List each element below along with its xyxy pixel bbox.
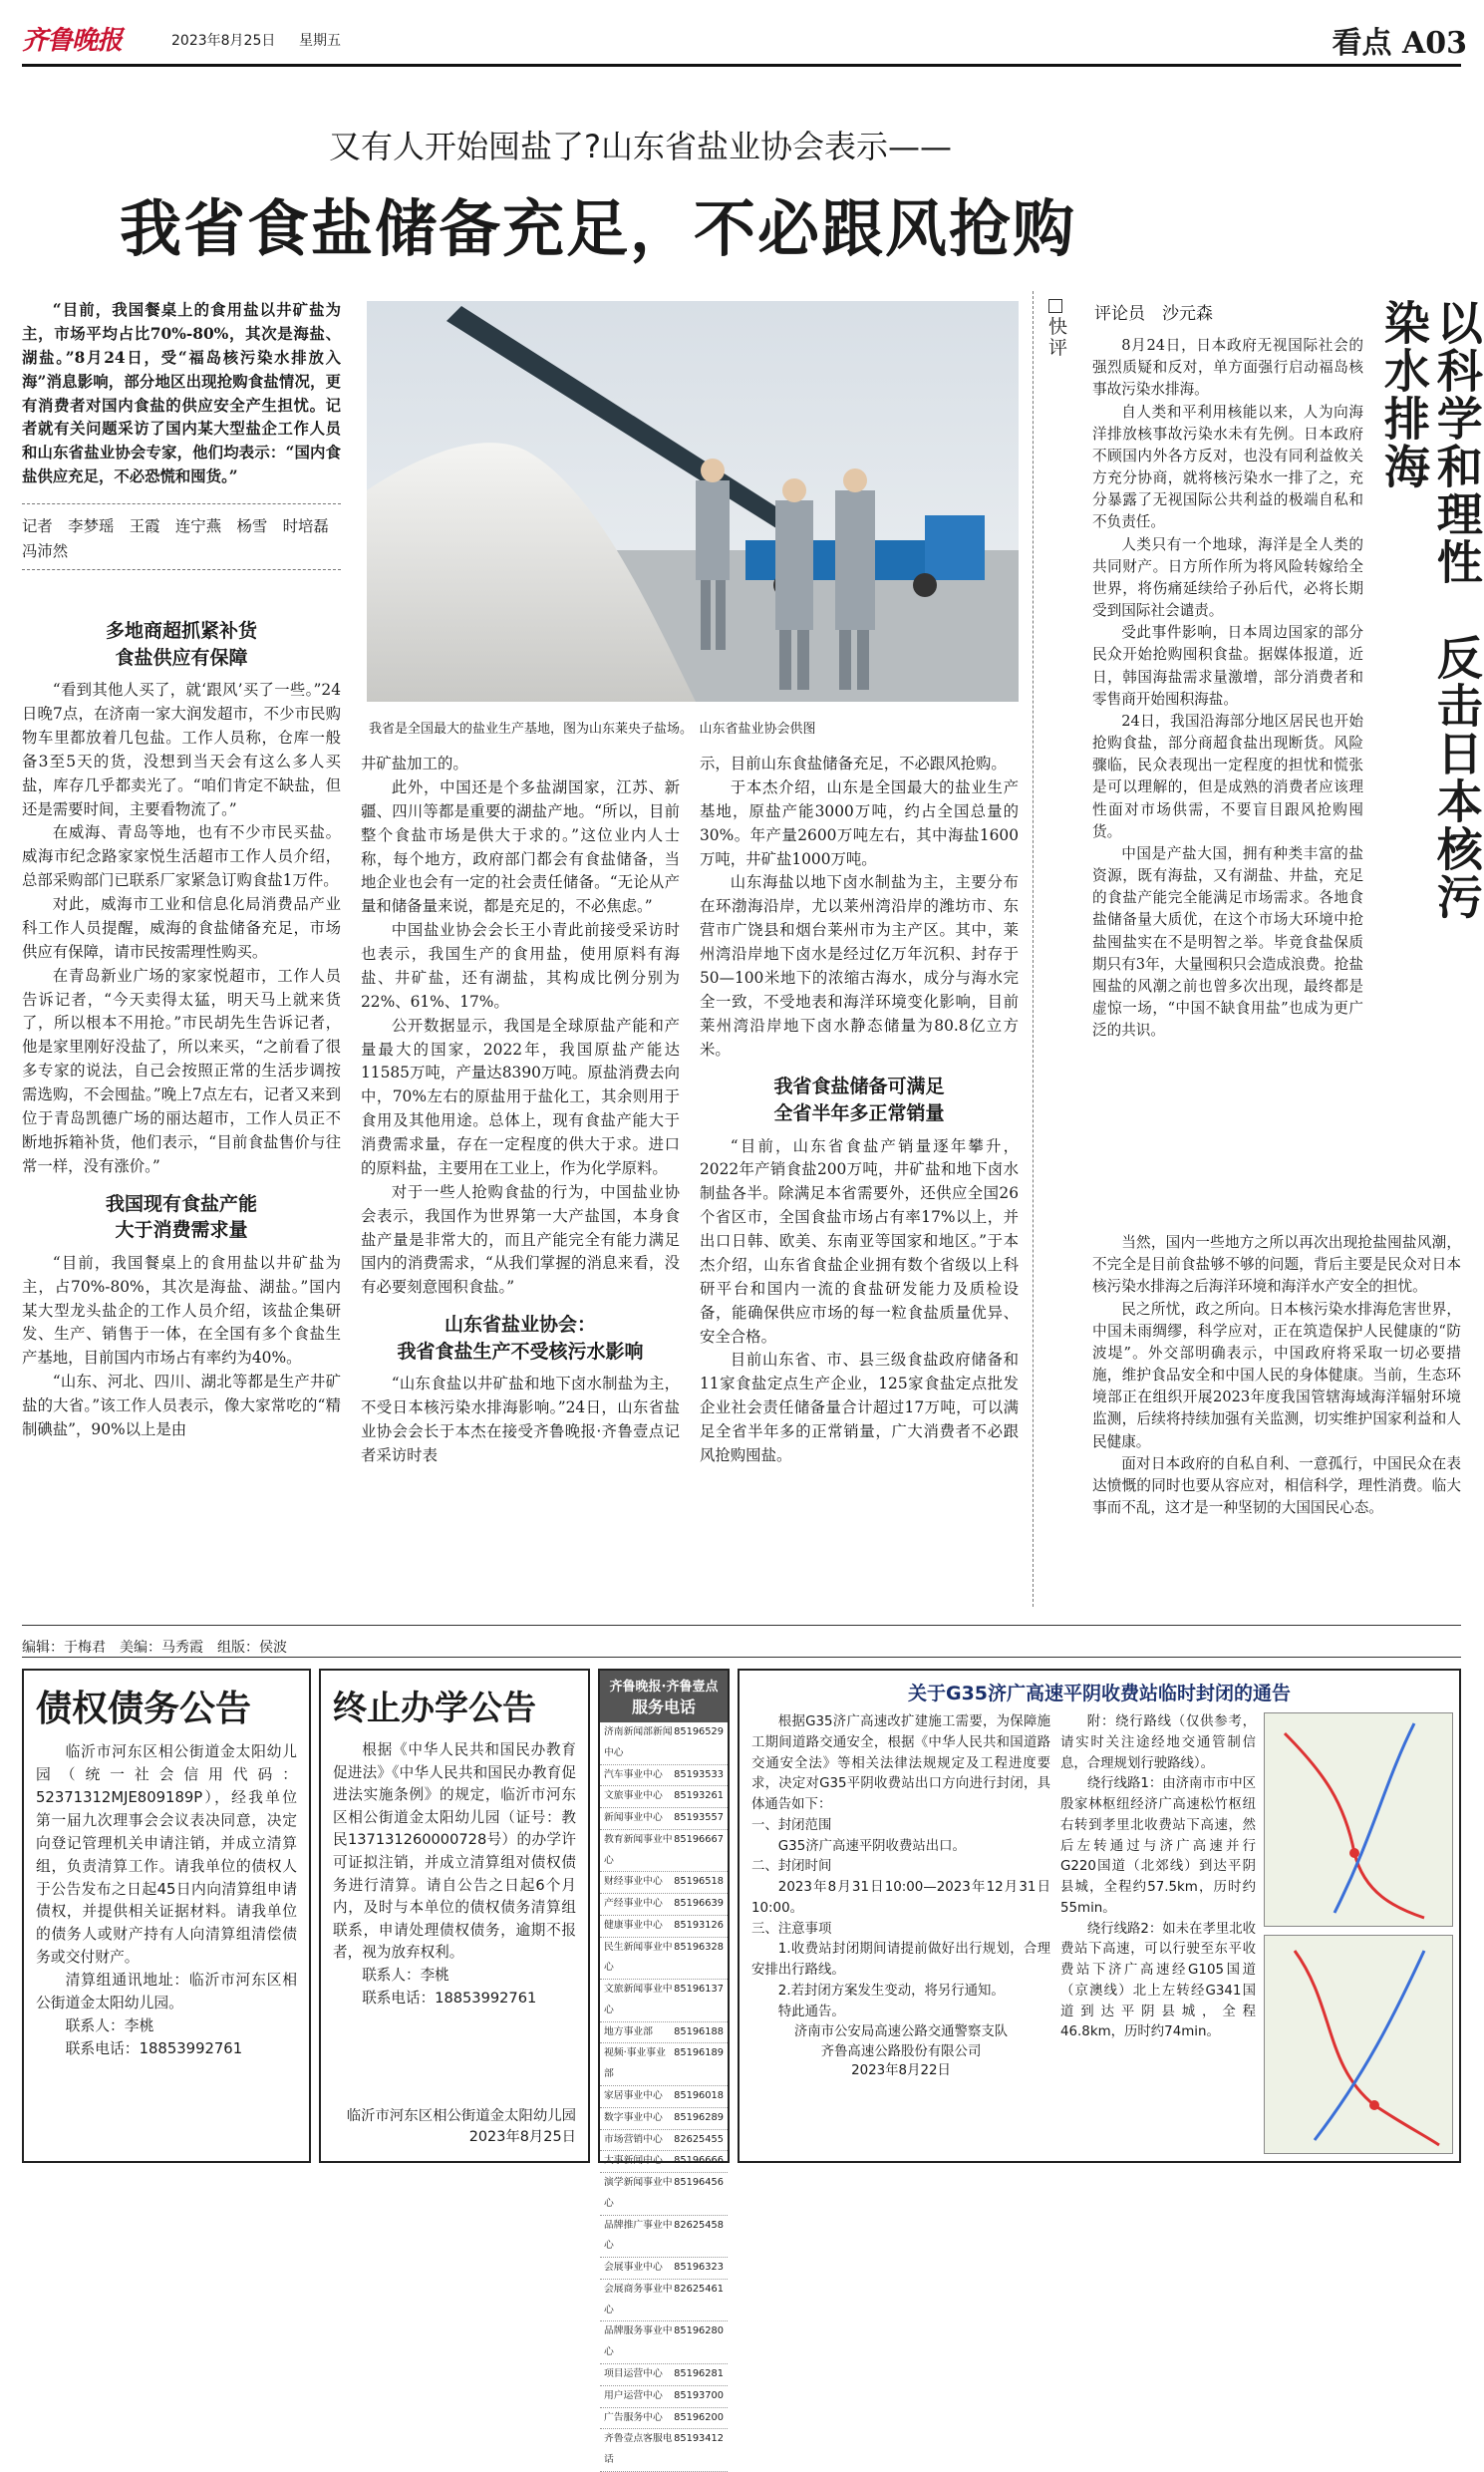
directory-dept: 家居事业中心: [604, 2090, 663, 2102]
directory-phone: 85196328: [674, 1941, 724, 1953]
lead-paragraph: “目前，我国餐桌上的食用盐以井矿盐为主，市场平均占比70%-80%，其次是海盐、湖盐。”8月24日，受“福岛核污染水排放入海”消息影响，部分地区出现抢购食盐情况，更有消费者对国内食盐的供应安全产生担忧。记者就有关问题采访了国内某大型盐企工作人员和山东省盐业协会专家，他们均表示：“国内食盐供应充足，不必恐慌和囤货。”: [22, 301, 341, 486]
divider: [22, 569, 341, 570]
issue-date: 2023年8月25日: [171, 33, 276, 49]
directory-phone: 85196188: [674, 2025, 724, 2037]
notice-signature: 济南市公安局高速公路交通警察支队 齐鲁高速公路股份有限公司 2023年8月22日: [793, 2024, 1009, 2079]
notice-title: 关于G35济广高速平阴收费站临时封闭的通告: [907, 1683, 1292, 1704]
article-column-2: [361, 753, 680, 1468]
commentary-marker-icon: [1048, 299, 1062, 313]
paragraph: 示，目前山东食盐储备充足，不必跟风抢购。: [700, 755, 1007, 772]
paragraph: “山东、河北、四川、湖北等都是生产井矿盐的大省。”该工作人员表示，像大家常吃的“精制碘盐”，90%以上是由: [22, 1373, 341, 1438]
paragraph: 在青岛新业广场的家家悦超市，工作人员告诉记者，“今天卖得太猛，明天马上就来货了，所以根本不用抢。”市民胡先生告诉记者，他是家里刚好没盐了，所以来买，“之前看了很多专家的说法，自己会按照正常的生活步调按需选购，不会囤盐。”晚上7点左右，记者又来到位于青岛凯德广场的丽达超市，工作人员正不断地拆箱补货，他们表示，“目前食盐售价与往常一样，没有涨价。”: [22, 966, 341, 1175]
paragraph: 在威海、青岛等地，也有不少市民买盐。威海市纪念路家家悦生活超市工作人员介绍，总部采购部门已联系厂家紧急订购食盐1万件。: [22, 823, 341, 890]
directory-list: [600, 1722, 728, 2472]
directory-phone: 85196289: [674, 2111, 724, 2123]
commentary-title: 以科学和理性 反击日本核污染水排海: [1376, 299, 1484, 921]
commentary-column-a: [1092, 335, 1363, 1043]
subheading: 我国现有食盐产能 大于消费需求量: [105, 1192, 257, 1242]
column-divider: [1033, 291, 1034, 1607]
paragraph: 面对日本政府的自私自利、一意孤行，中国民众在表达愤慨的同时也要从容应对，相信科学，理性消费。临大事而不乱，这才是一种坚韧的大国国民心态。: [1092, 1454, 1461, 1517]
kicker: 又有人开始囤盐了?山东省盐业协会表示——: [329, 128, 952, 165]
paragraph: 对此，威海市工业和信息化局消费品产业科工作人员提醒，威海的食盐储备充足，市场供应有保障，请市民按需理性购买。: [22, 895, 341, 961]
directory-phone: 85193412: [674, 2433, 724, 2445]
commentary-column-b: [1092, 1232, 1461, 1519]
paragraph: 对于一些人抢购食盐的行为，中国盐业协会表示，我国作为世界第一大产盐国，本身食盐产量是非常大的，而且产能完全有能力满足国内的消费需求，“从我们掌握的消息来看，没有必要刻意囤积食盐。”: [361, 1182, 680, 1297]
directory-phone: 85196518: [674, 1876, 724, 1888]
debt-notice-ad: [22, 1669, 311, 2163]
directory-dept: 济南新闻部新闻中心: [604, 1726, 673, 1758]
paragraph: 山东海盐以地下卤水制盐为主，主要分布在环渤海沿岸，尤以莱州湾沿岸的潍坊市、东营市广饶县和烟台莱州市为主产区。其中，莱州湾沿岸地下卤水是经过亿万年沉积、封存于50—100米地下的浓缩古海水，成分与海水完全一致，不受地表和海洋环境变化影响，目前莱州湾沿岸地下卤水静态储量为80.8亿立方米。: [700, 873, 1019, 1059]
directory-dept: 地方事业部: [604, 2025, 653, 2037]
photo-caption: 我省是全国最大的盐业生产基地，图为山东莱央子盐场。 山东省盐业协会供图: [369, 722, 816, 737]
paragraph: 此外，中国还是个多盐湖国家，江苏、新疆、四川等都是重要的湖盐产地。“所以，目前整个食盐市场是供大于求的。”这位业内人士称，每个地方，政府部门都会有食盐储备，当地企业也会有一定的社会责任储备。“无论从产量和储备量来说，都是充足的，不必焦虑。”: [361, 777, 680, 916]
directory-row: [600, 2043, 728, 2086]
directory-phone: 82625455: [674, 2133, 724, 2145]
article-column-1: [22, 606, 341, 1442]
directory-row: [600, 1980, 728, 2022]
photo-illustration: [367, 301, 1019, 702]
directory-row: [600, 2258, 728, 2280]
lead-block: [22, 299, 345, 570]
directory-dept: 汽车事业中心: [604, 1768, 663, 1780]
directory-dept: 齐鲁壹点客服电话: [604, 2433, 673, 2466]
directory-phone: 82625458: [674, 2219, 724, 2231]
directory-phone: 85193126: [674, 1919, 724, 1931]
directory-dept: 视频·事业事业部: [604, 2047, 666, 2080]
footer-rule: [22, 1657, 1461, 1658]
directory-phone: 85196281: [674, 2367, 724, 2379]
headline: 我省食盐储备充足，不必跟风抢购: [120, 192, 1077, 265]
directory-dept: 品牌推广事业中心: [604, 2219, 673, 2252]
directory-phone: 85196018: [674, 2090, 724, 2102]
subheading: 我省食盐储备可满足 全省半年多正常销量: [773, 1076, 945, 1124]
directory-row: [600, 1894, 728, 1916]
directory-dept: 会展事业中心: [604, 2262, 663, 2274]
directory-dept: 大事新闻中心: [604, 2155, 663, 2167]
directory-dept: 新闻事业中心: [604, 1812, 663, 1824]
directory-dept: 品牌服务事业中心: [604, 2325, 673, 2358]
commentary-tag: 快评: [1048, 316, 1068, 359]
directory-row: [600, 2022, 728, 2044]
directory-row: [600, 1786, 728, 1808]
directory-phone: 85196200: [674, 2411, 724, 2423]
route-map-1: [1265, 1713, 1452, 1926]
paragraph: 民之所忧，政之所向。日本核污染水排海危害世界，中国未雨绸缪，科学应对，正在筑造保护人民健康的“防波堤”。外交部明确表示，中国政府将采取一切必要措施，维护食品安全和中国人民的身体健康。当前，生态环境部正在组织开展2023年度我国管辖海域海洋辐射环境监测，后续将持续加强有关监测，切实维护国家利益和人民健康。: [1092, 1300, 1461, 1450]
highway-closure-notice: [738, 1669, 1461, 2163]
article-column-3: [700, 753, 1019, 1468]
directory-phone: 85196323: [674, 2262, 724, 2274]
directory-row: [600, 2108, 728, 2130]
footer-rule: [22, 1625, 1461, 1626]
commentator-byline: 评论员 沙元森: [1094, 304, 1213, 324]
ad-title: 债权债务公告: [36, 1688, 252, 1729]
directory-row: [600, 2429, 728, 2472]
directory-phone: 85196280: [674, 2325, 724, 2337]
paragraph: “目前，我国餐桌上的食用盐以井矿盐为主，占70%-80%，其次是海盐、湖盐。”国内某大型龙头盐企的工作人员介绍，该盐企集研发、生产、销售于一体，在全国有多个食盐生产基地，目前国内市场占有率约为40%。: [22, 1253, 341, 1368]
paragraph: 8月24日，日本政府无视国际社会的强烈质疑和反对，单方面强行启动福岛核事故污染水排海。: [1092, 337, 1363, 399]
directory-row: [600, 1830, 728, 1873]
directory-phone: 85196667: [674, 1833, 724, 1845]
directory-row: [600, 1916, 728, 1938]
paragraph: 于本杰介绍，山东是全国最大的盐业生产基地，原盐产能3000万吨，约占全国总量的30%。年产量2600万吨左右，其中海盐1600万吨，井矿盐1000万吨。: [700, 777, 1019, 868]
directory-dept: 演学新闻事业中心: [604, 2177, 673, 2209]
directory-dept: 产经事业中心: [604, 1898, 663, 1910]
header-rule: [22, 64, 1461, 67]
paragraph: 井矿盐加工的。: [361, 755, 468, 772]
directory-row: [600, 1808, 728, 1830]
directory-header: 齐鲁晚报·齐鲁壹点 服务电话: [600, 1671, 728, 1722]
directory-phone: 85193261: [674, 1790, 724, 1802]
directory-dept: 市场营销中心: [604, 2133, 663, 2145]
reporter-byline: 记者 李梦瑶 王霞 连宁燕 杨雪 时培磊 冯沛然: [22, 517, 345, 560]
directory-dept: 教育新闻事业中心: [604, 1833, 673, 1866]
directory-row: [600, 2364, 728, 2386]
directory-phone: 85193700: [674, 2389, 724, 2401]
directory-dept: 健康事业中心: [604, 1919, 663, 1931]
paragraph: 公开数据显示，我国是全球原盐产能和产量最大的国家，2022年，我国原盐产能达11585万吨，产量达8390万吨。原盐消费去向中，70%左右的原盐用于盐化工，其余则用于食用及其他用途。总体上，现有食盐产能大于消费需求量，存在一定程度的供大于求。进口的原料盐，主要用在工业上，作为化学原料。: [361, 1016, 680, 1177]
ad-signature: 临沂市河东区相公街道金太阳幼儿园 2023年8月25日: [346, 2107, 576, 2146]
editor-credits: 编辑：于梅君 美编：马秀霞 组版：侯波: [22, 1640, 287, 1656]
subheading: 山东省盐业协会： 我省食盐生产不受核污水影响: [397, 1314, 644, 1363]
directory-phone: 85196529: [674, 1726, 724, 1737]
directory-dept: 财经事业中心: [604, 1876, 663, 1888]
detour-map-2: [1264, 1935, 1453, 2154]
directory-row: [600, 1872, 728, 1894]
directory-row: [600, 2086, 728, 2108]
directory-row: [600, 1938, 728, 1981]
salt-field-photo: [367, 301, 1019, 702]
school-closure-ad: [319, 1669, 590, 2163]
directory-phone: 85196639: [674, 1898, 724, 1910]
directory-phone: 85196137: [674, 1984, 724, 1996]
directory-phone: 82625461: [674, 2283, 724, 2295]
directory-row: [600, 2408, 728, 2430]
directory-row: [600, 2130, 728, 2152]
directory-dept: 文旅新闻事业中心: [604, 1984, 673, 2015]
paragraph: 中国是产盐大国，拥有种类丰富的盐资源，既有海盐，又有湖盐、井盐，充足的食盐产能完全能满足市场需求。各地食盐储备量大质优，在这个市场大环境中抢盐囤盐实在不是明智之举。毕竟食盐保质期只有3年，大量囤积只会造成浪费。抢盐囤盐的风潮之前也曾多次出现，最终都是虚惊一场，“中国不缺食用盐”也成为更广泛的共识。: [1092, 844, 1363, 1040]
ad-title: 终止办学公告: [333, 1689, 536, 1728]
directory-dept: 会展商务事业中心: [604, 2283, 673, 2316]
paragraph: 目前山东省、市、县三级食盐政府储备和11家食盐定点生产企业，125家食盐定点批发企业社会责任储备量合计超过17万吨，可以满足全省半年多的正常销量，广大消费者不必跟风抢购囤盐。: [700, 1351, 1019, 1464]
section-page: 看点 A03: [1332, 26, 1467, 61]
directory-dept: 文旅事业中心: [604, 1790, 663, 1802]
directory-dept: 项目运营中心: [604, 2367, 663, 2379]
directory-phone: 85196456: [674, 2177, 724, 2189]
directory-phone: 85196189: [674, 2047, 724, 2059]
ad-body: 根据《中华人民共和国民办教育促进法》《中华人民共和国民办教育促进法实施条例》的规定，临沂市河东区相公街道金太阳幼儿园（证号：教民137131260000728号）的办学许可证拟注销，并成立清算组对债权债务进行清算。请自公告之日起6个月内，及时与本单位的债权债务清算组联系，申请处理债权债务，逾期不报者，视为放弃权利。 联系人：李桃 联系电话：18853992761: [333, 1741, 576, 2007]
paragraph: 当然，国内一些地方之所以再次出现抢盐囤盐风潮，不完全是目前食盐够不够的问题，背后主要是民众对日本核污染水排海之后海洋环境和海洋水产安全的担忧。: [1092, 1234, 1461, 1296]
ad-body: 临沂市河东区相公街道金太阳幼儿园（统一社会信用代码：52371312MJE809189P），经我单位第一届九次理事会会议表决同意，决定向登记管理机关申请注销，并成立清算组，负责清算工作。请我单位的债权人于公告发布之日起45日内向清算组申请债权，并提供相关证据材料。请我单位的债务人或财产持有人向清算组清偿债务或交付财产。 清算组通讯地址：临沂市河东区相公街道金太阳幼儿园。 联系人：李桃 联系电话：18853992761: [36, 1743, 297, 2057]
directory-phone: 85193557: [674, 1812, 724, 1824]
issue-weekday: 星期五: [299, 33, 341, 49]
paragraph: 自人类和平利用核能以来，人为向海洋排放核事故污染水未有先例。日本政府不顾国内外各方反对，也没有同利益攸关方充分协商，就将核污染水一排了之，充分暴露了无视国际公共利益的极端自私和不负责任。: [1092, 403, 1363, 531]
directory-phone: 85193533: [674, 1768, 724, 1780]
paragraph: 中国盐业协会会长王小青此前接受采访时也表示，我国生产的食用盐，使用原料有海盐、井矿盐，还有湖盐，其构成比例分别为22%、61%、17%。: [361, 921, 680, 1011]
paragraph: 人类只有一个地球，海洋是全人类的共同财产。日方所作所为将风险转嫁给全世界，将伤痛延续给子孙后代，必将长期受到国际社会谴责。: [1092, 535, 1363, 620]
paragraph: “山东食盐以井矿盐和地下卤水制盐为主，不受日本核污染水排海影响。”24日，山东省盐业协会会长于本杰在接受齐鲁晚报·齐鲁壹点记者采访时表: [361, 1375, 680, 1464]
directory-dept: 民生新闻事业中心: [604, 1941, 673, 1974]
service-phone-directory: [598, 1669, 730, 2466]
paragraph: “看到其他人买了，就‘跟风’买了一些。”24日晚7点，在济南一家大润发超市，不少市民购物车里都放着几包盐。工作人员称，仓库一般备3至5天的货，没想到当天会有这么多人买盐，库存几乎都卖光了。“咱们肯定不缺盐，但还是需要时间，主要看物流了。”: [22, 681, 341, 818]
directory-row: [600, 1765, 728, 1787]
paragraph: 受此事件影响，日本周边国家的部分民众开始抢购囤积食盐。据媒体报道，近日，韩国海盐需求量激增，部分消费者和零售商开始囤积海盐。: [1092, 624, 1363, 708]
directory-row: [600, 2216, 728, 2259]
divider: [22, 503, 341, 504]
notice-body: 根据G35济广高速改扩建施工需要，为保障施工期间道路交通安全，根据《中华人民共和国道路交通安全法》等相关法律法规规定及工程进度要求，决定对G35平阴收费站出口方向进行封闭，具体通告如下： 一、封闭范围 G35济广高速平阴收费站出口。 二、封闭时间 2023年8月31日10:00—2023年12月31日10:00。 三、注意事项 1.收费站封闭期间请提前做好出行规划，合理安排出行路线。 2.若封闭方案发生变动，将另行通知。 特此通告。 济南市公安局高速公路交通警察支队 齐鲁高速公路股份有限公司 2023年8月22日: [751, 1712, 1050, 2081]
directory-row: [600, 2280, 728, 2322]
directory-dept: 数字事业中心: [604, 2111, 663, 2123]
newspaper-logo: 齐鲁晚报: [22, 26, 123, 56]
directory-dept: 广告服务中心: [604, 2411, 663, 2423]
directory-row: [600, 2173, 728, 2216]
paragraph: 24日，我国沿海部分地区居民也开始抢购食盐，部分商超食盐出现断货。风险骤临，民众表现出一定程度的担忧和慌张是可以理解的，但是成熟的消费者应该理性面对市场供需，不要盲目跟风抢购囤货。: [1092, 712, 1363, 840]
detour-routes: 附：绕行路线（仅供参考，请实时关注途经地交通管制信息，合理规划行驶路线）。 绕行线路1：由济南市市中区殷家林枢纽经济广高速松竹枢纽右转到孝里北收费站下高速，然后左转通过与济广高速并行G220国道（北郊线）到达平阴县城，全程约57.5km，历时约55min。 绕行线路2：如未在孝里北收费站下高速，可以行驶至东平收费站下济广高速经G105国道（京澳线）北上左转经G341国道到达平阴县城，全程46.8km，历时约74min。: [1060, 1714, 1257, 2040]
paragraph: “目前，山东省食盐产销量逐年攀升，2022年产销食盐200万吨，井矿盐和地下卤水制盐各半。除满足本省需要外，还供应全国26个省区市，全国食盐市场占有率17%以上，并出口日韩、欧美、东南亚等国家和地区。”于本杰介绍，山东省食盐企业拥有数个省级以上科研平台和国内一流的食盐研发能力及质检设备，能确保供应市场的每一粒食盐质量优异、安全合格。: [700, 1136, 1019, 1346]
directory-phone: 85196666: [674, 2155, 724, 2167]
masthead: [22, 16, 1467, 61]
directory-row: [600, 2151, 728, 2173]
directory-dept: 用户运营中心: [604, 2389, 663, 2401]
directory-row: [600, 1722, 728, 1765]
directory-row: [600, 2321, 728, 2364]
directory-row: [600, 2386, 728, 2408]
detour-map-1: [1264, 1712, 1453, 1927]
subheading: 多地商超抓紧补货 食盐供应有保障: [105, 620, 257, 669]
route-map-2: [1265, 1936, 1452, 2153]
